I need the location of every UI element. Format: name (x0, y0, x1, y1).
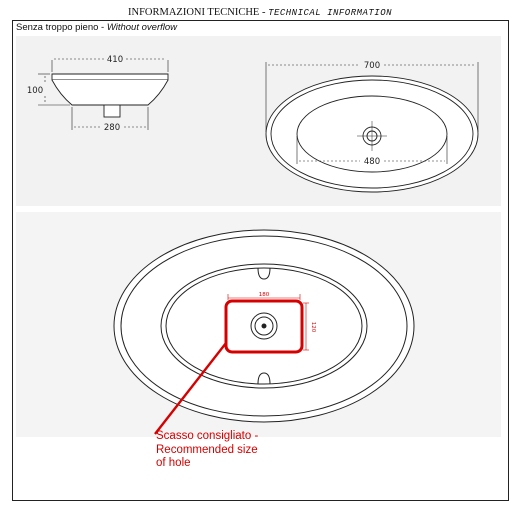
variant-label-it: Senza troppo pieno (16, 22, 99, 33)
recommended-hole-note (156, 430, 258, 471)
header-title-it: INFORMAZIONI TECNICHE (127, 7, 260, 18)
dim-bottom-width: 280 (103, 123, 121, 133)
dim-inner-length: 480 (363, 157, 381, 167)
dim-hole-width: 180 (258, 292, 270, 298)
note-line-3: of hole (156, 457, 191, 469)
header-separator: - (259, 7, 269, 18)
header-title-en: TECHNICAL INFORMATION (268, 8, 392, 18)
note-line-2: Recommended size (156, 443, 258, 456)
dim-top-width: 410 (106, 55, 124, 65)
dim-height: 100 (26, 86, 44, 96)
dim-outer-length: 700 (363, 61, 381, 71)
hole-detail-drawing (114, 230, 414, 422)
variant-label-en: Without overflow (106, 22, 177, 33)
variant-label-separator: - (98, 22, 107, 33)
dim-hole-height: 120 (310, 321, 316, 333)
note-line-1: Scasso consigliato - (156, 430, 259, 442)
